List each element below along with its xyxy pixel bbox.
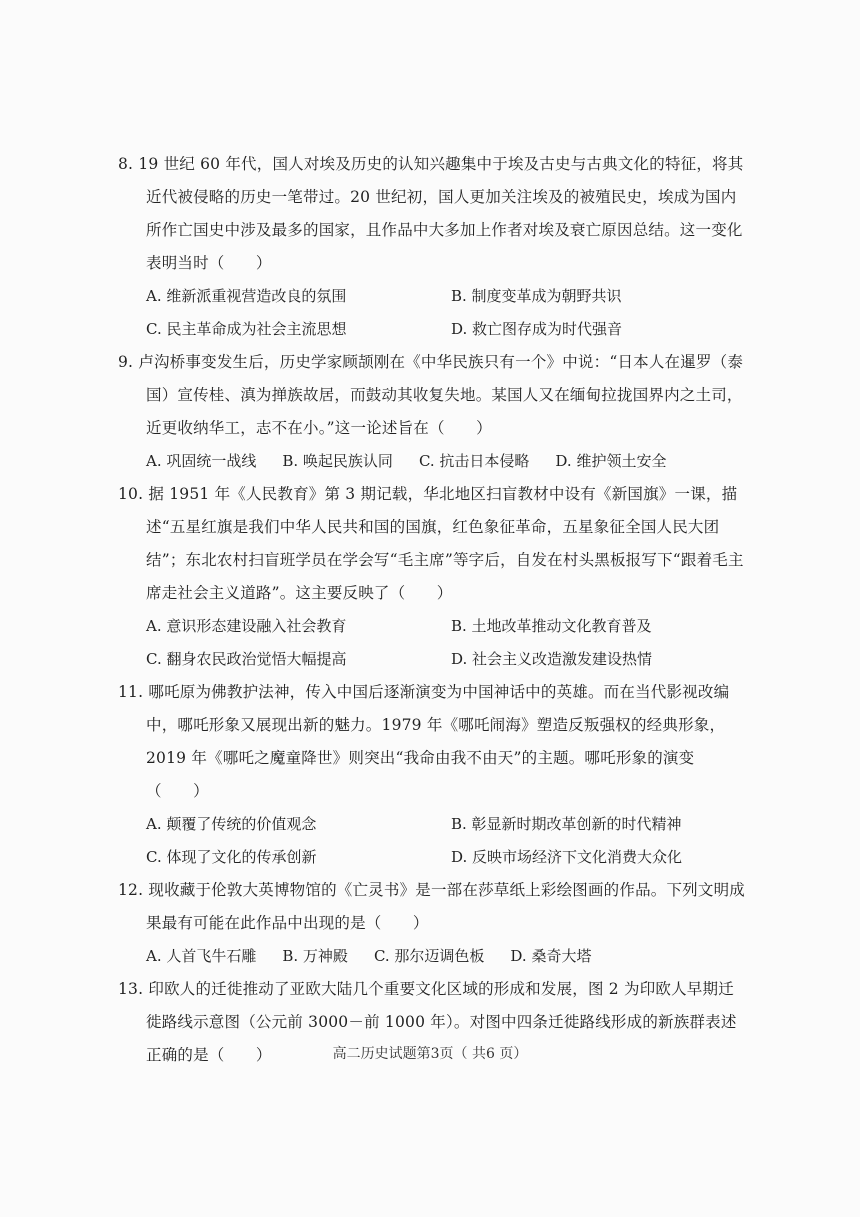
- question-stem: 12. 现收藏于伦敦大英博物馆的《亡灵书》是一部在莎草纸上彩绘图画的作品。下列文明成果最有可能在此作品中出现的是（ ）: [118, 881, 745, 932]
- option-c: C. 民主革命成为社会主流思想: [146, 320, 347, 338]
- question-stem: 11. 哪吒原为佛教护法神，传入中国后逐渐演变为中国神话中的英雄。而在当代影视改编中，哪吒形象又展现出新的魅力。1979 年《哪吒闹海》塑造反叛强权的经典形象，2019 年《哪吒之魔童降世》则突出“我命由我不由天”的主题。哪吒形象的演变（ ）: [118, 683, 730, 800]
- question-stem: 13. 印欧人的迁徙推动了亚欧大陆几个重要文化区域的形成和发展，图 2 为印欧人早期迁徙路线示意图（公元前 3000－前 1000 年）。对图中四条迁徙路线形成的新族群表述正确的是（ ）: [118, 980, 737, 1064]
- option-a: A. 意识形态建设融入社会教育: [146, 617, 347, 635]
- question-stem: 8. 19 世纪 60 年代，国人对埃及历史的认知兴趣集中于埃及古史与古典文化的特征，将其近代被侵略的历史一笔带过。20 世纪初，国人更加关注埃及的被殖民史，埃成为国内所作亡国史中涉及最多的国家，且作品中大多加上作者对埃及衰亡原因总结。这一变化表明当时（ ）: [118, 155, 744, 272]
- question-11: [118, 676, 748, 874]
- option-d: D. 桑奇大塔: [510, 947, 592, 965]
- option-a: A. 巩固统一战线: [146, 452, 257, 470]
- option-d: D. 维护领土安全: [555, 452, 667, 470]
- option-c: C. 那尔迈调色板: [373, 947, 485, 965]
- options: [118, 280, 748, 346]
- option-a: A. 人首飞牛石雕: [146, 947, 257, 965]
- option-b: B. 制度变革成为朝野共识: [451, 287, 622, 305]
- option-b: B. 万神殿: [282, 947, 348, 965]
- option-d: D. 救亡图存成为时代强音: [451, 320, 623, 338]
- question-12: [118, 874, 748, 973]
- options: [118, 940, 748, 973]
- option-b: B. 彰显新时期改革创新的时代精神: [451, 815, 682, 833]
- option-c: C. 翻身农民政治觉悟大幅提高: [146, 650, 347, 668]
- options: [118, 610, 748, 676]
- option-c: C. 抗击日本侵略: [418, 452, 530, 470]
- option-c: C. 体现了文化的传承创新: [146, 848, 317, 866]
- option-d: D. 社会主义改造激发建设热情: [451, 650, 653, 668]
- option-b: B. 土地改革推动文化教育普及: [451, 617, 652, 635]
- page-footer: 高二历史试题第3页（ 共6 页）: [332, 1046, 528, 1062]
- question-9: [118, 346, 748, 478]
- option-a: A. 维新派重视营造改良的氛围: [146, 287, 347, 305]
- option-d: D. 反映市场经济下文化消费大众化: [451, 848, 683, 866]
- question-8: [118, 148, 748, 346]
- option-b: B. 唤起民族认同: [282, 452, 393, 470]
- options: [118, 445, 748, 478]
- option-a: A. 颠覆了传统的价值观念: [146, 815, 317, 833]
- question-stem: 10. 据 1951 年《人民教育》第 3 期记载，华北地区扫盲教材中设有《新国旗》一课，描述“五星红旗是我们中华人民共和国的国旗，红色象征革命，五星象征全国人民大团结”；东北农村扫盲班学员在学会写“毛主席”等字后，自发在村头黑板报写下“跟着毛主席走社会主义道路”。这主要反映了（ ）: [118, 485, 744, 602]
- question-10: [118, 478, 748, 676]
- question-list: [118, 148, 748, 1072]
- options: [118, 808, 748, 874]
- question-stem: 9. 卢沟桥事变发生后，历史学家顾颉刚在《中华民族只有一个》中说：“日本人在暹罗（泰国）宣传桂、滇为掸族故居，而鼓动其收复失地。某国人又在缅甸拉拢国界内之土司，近更收纳华工，志不在小。”这一论述旨在（ ）: [118, 353, 744, 437]
